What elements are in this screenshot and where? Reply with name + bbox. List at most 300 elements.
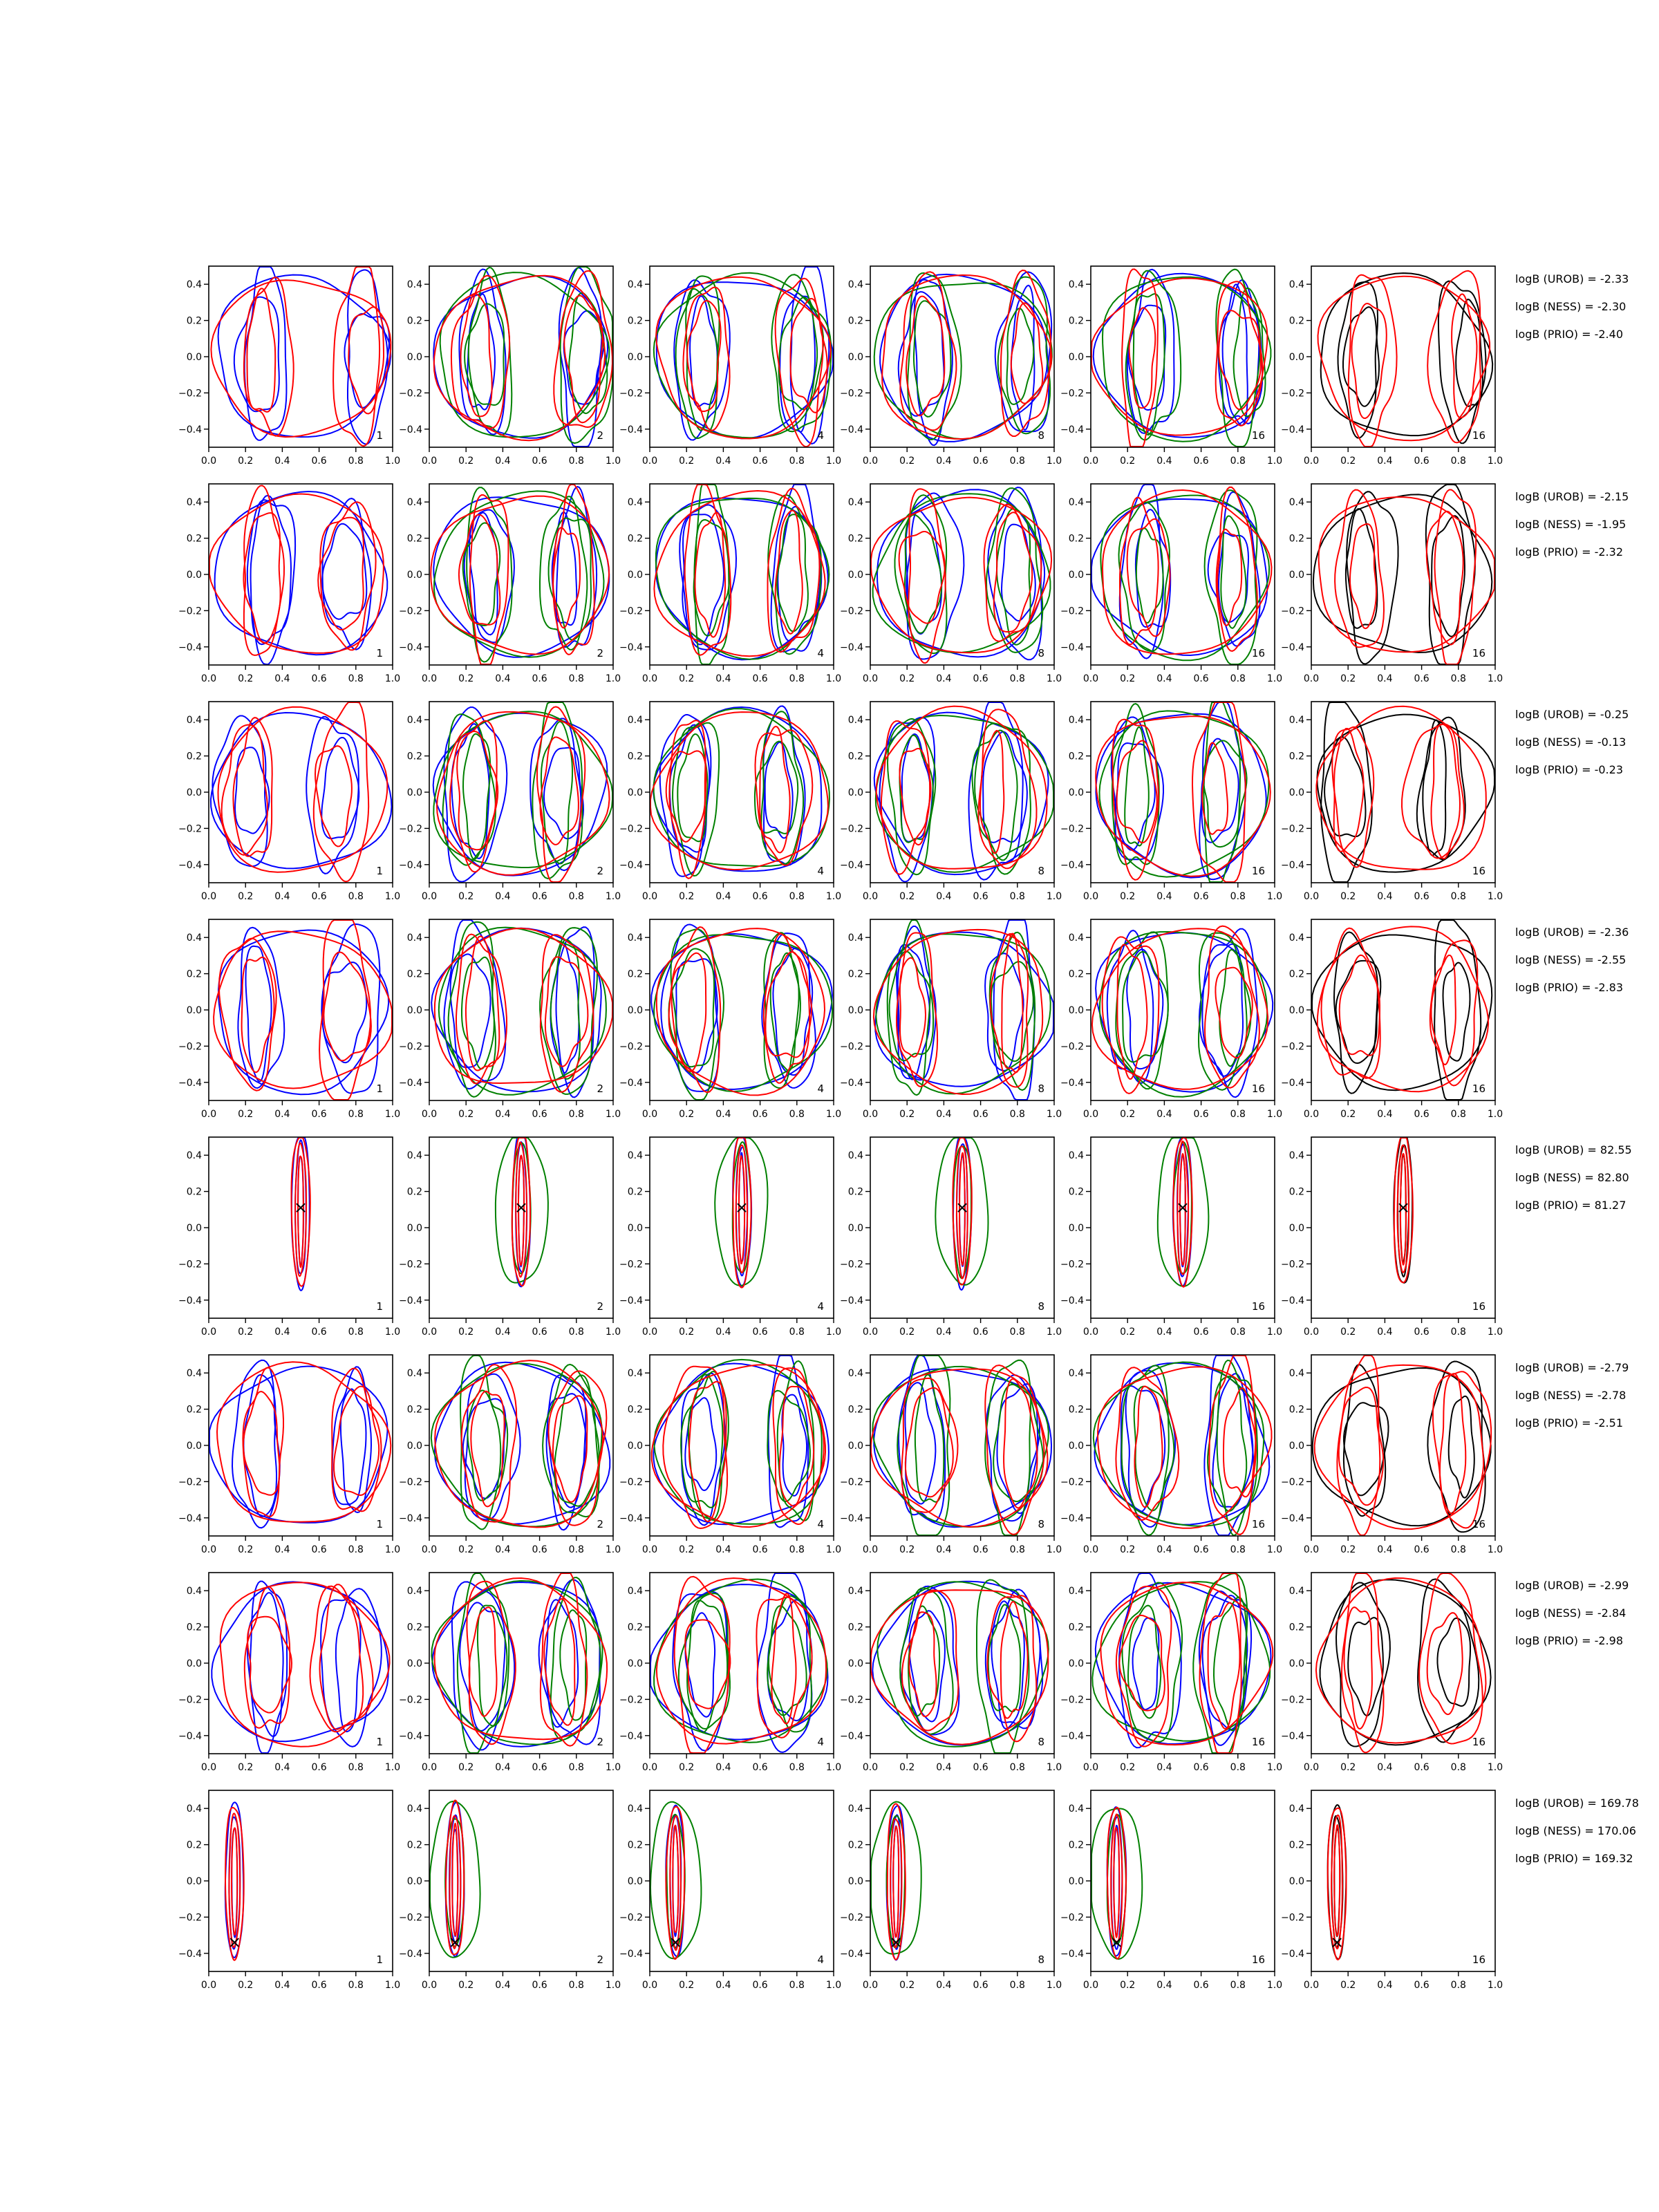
y-tick-label: 0.4	[847, 1150, 863, 1162]
subplot-r6-c1	[178, 1355, 400, 1555]
subplot-r1-c2	[399, 266, 621, 467]
x-tick-label: 0.4	[274, 1109, 290, 1120]
panel-number: 8	[1038, 647, 1044, 659]
x-tick-label: 0.2	[679, 1109, 695, 1120]
y-tick-label: −0.2	[178, 1477, 202, 1488]
y-tick-label: 0.0	[1288, 1005, 1304, 1016]
x-tick-label: 1.0	[825, 1109, 842, 1120]
y-tick-label: −0.4	[1281, 424, 1304, 435]
logb-annotation: logB (PRIO) = -2.32	[1515, 545, 1623, 559]
y-tick-label: −0.2	[399, 388, 422, 400]
x-tick-label: 0.0	[1082, 891, 1099, 902]
contour-prio	[243, 513, 280, 644]
axes-frame	[1311, 266, 1495, 447]
y-tick-label: 0.2	[406, 968, 422, 980]
x-tick-label: 1.0	[1046, 1762, 1062, 1773]
y-tick-label: 0.4	[186, 715, 202, 727]
subplot-r4-c2	[399, 919, 621, 1120]
x-tick-label: 0.8	[568, 1109, 584, 1120]
y-tick-label: −0.2	[619, 1259, 643, 1271]
x-tick-label: 0.0	[862, 1762, 879, 1773]
logb-annotation: logB (UROB) = -2.36	[1515, 926, 1629, 939]
x-tick-label: 1.0	[1487, 891, 1503, 902]
x-tick-label: 0.0	[641, 1327, 658, 1338]
y-tick-label: −0.4	[1060, 1077, 1084, 1089]
y-tick-label: 0.2	[1288, 968, 1304, 980]
contour-urob	[250, 1582, 288, 1753]
x-tick-label: 0.2	[238, 1762, 254, 1773]
contour-ness	[468, 1390, 508, 1500]
x-tick-label: 0.4	[1156, 1980, 1172, 1991]
x-tick-label: 0.4	[274, 891, 290, 902]
subplot-r7-c2	[399, 1573, 621, 1773]
x-tick-label: 0.6	[752, 673, 768, 684]
x-tick-label: 0.2	[899, 1327, 915, 1338]
contour-ness	[458, 1573, 509, 1753]
x-tick-label: 0.0	[862, 673, 879, 684]
panel-number: 2	[597, 865, 603, 877]
x-tick-label: 0.0	[1303, 891, 1320, 902]
x-tick-label: 0.8	[1450, 1980, 1466, 1991]
panel-number: 4	[817, 1082, 824, 1095]
panel-number: 16	[1251, 1736, 1265, 1748]
x-tick-label: 0.6	[311, 891, 327, 902]
x-tick-label: 0.8	[789, 891, 805, 902]
panel-number: 16	[1251, 1953, 1265, 1966]
x-tick-label: 1.0	[384, 1544, 401, 1555]
x-tick-label: 0.0	[641, 673, 658, 684]
x-tick-label: 1.0	[825, 1980, 842, 1991]
x-tick-label: 0.4	[274, 1980, 290, 1991]
x-tick-label: 0.8	[348, 1762, 364, 1773]
y-tick-label: −0.4	[840, 1077, 863, 1089]
x-tick-label: 0.8	[1009, 456, 1025, 467]
x-tick-label: 1.0	[384, 1327, 401, 1338]
subplot-r2-c5	[1060, 484, 1282, 684]
y-tick-label: 0.2	[1068, 315, 1084, 327]
y-tick-label: 0.2	[1288, 1186, 1304, 1198]
panel-number: 4	[817, 865, 824, 877]
y-tick-label: 0.0	[186, 1876, 202, 1887]
y-tick-label: −0.2	[178, 606, 202, 617]
contour-ness	[871, 1802, 921, 1954]
x-tick-label: 0.8	[1230, 1109, 1246, 1120]
x-tick-label: 0.8	[348, 1980, 364, 1991]
x-tick-label: 0.2	[679, 891, 695, 902]
y-tick-label: −0.2	[1060, 1041, 1084, 1053]
x-tick-label: 0.0	[200, 1980, 217, 1991]
x-tick-label: 0.6	[311, 1327, 327, 1338]
x-tick-label: 0.4	[274, 673, 290, 684]
y-tick-label: −0.2	[1060, 606, 1084, 617]
logb-annotation: logB (PRIO) = 169.32	[1515, 1852, 1633, 1865]
y-tick-label: −0.2	[840, 388, 863, 400]
contour-prio	[1427, 271, 1481, 443]
contour-prio	[695, 512, 726, 637]
y-tick-label: −0.4	[399, 424, 422, 435]
x-tick-label: 1.0	[605, 1980, 621, 1991]
logb-annotation: logB (PRIO) = 81.27	[1515, 1199, 1627, 1212]
y-tick-label: 0.0	[186, 352, 202, 363]
y-tick-label: 0.0	[186, 787, 202, 798]
x-tick-label: 0.6	[1414, 891, 1430, 902]
panel-number: 1	[376, 647, 383, 659]
x-tick-label: 0.2	[899, 456, 915, 467]
y-tick-label: 0.2	[406, 1622, 422, 1633]
y-tick-label: −0.2	[619, 606, 643, 617]
y-tick-label: 0.2	[186, 1622, 202, 1633]
y-tick-label: 0.0	[186, 1441, 202, 1452]
contour-urob	[465, 1374, 521, 1520]
x-tick-label: 0.6	[532, 891, 547, 902]
x-tick-label: 0.0	[1303, 1762, 1320, 1773]
x-tick-label: 0.2	[458, 1544, 474, 1555]
x-tick-label: 0.0	[1303, 1109, 1320, 1120]
y-tick-label: 0.4	[1068, 1803, 1084, 1815]
panel-number: 1	[376, 1300, 383, 1313]
x-tick-label: 0.4	[1377, 456, 1393, 467]
contour-urob	[690, 296, 718, 406]
x-tick-label: 0.2	[238, 456, 254, 467]
contour-prio	[452, 1824, 458, 1936]
panel-number: 16	[1472, 1953, 1485, 1966]
logb-annotation: logB (UROB) = -2.99	[1515, 1579, 1629, 1592]
y-tick-label: −0.4	[619, 1295, 643, 1306]
y-tick-label: 0.0	[627, 570, 643, 581]
logb-annotation: logB (UROB) = -2.79	[1515, 1361, 1629, 1374]
y-tick-label: 0.0	[627, 1658, 643, 1669]
x-tick-label: 0.4	[495, 1544, 511, 1555]
x-tick-label: 0.6	[752, 1544, 768, 1555]
contour-prio	[450, 1816, 461, 1949]
x-tick-label: 0.8	[1009, 1544, 1025, 1555]
subplot-r4-c4	[840, 919, 1062, 1120]
x-tick-label: 1.0	[825, 1544, 842, 1555]
subplot-r5-c4	[840, 1137, 1062, 1338]
x-tick-label: 0.6	[1414, 1327, 1430, 1338]
y-tick-label: 0.4	[1068, 1586, 1084, 1597]
x-tick-label: 1.0	[1046, 891, 1062, 902]
x-tick-label: 0.4	[936, 1544, 952, 1555]
y-tick-label: 0.0	[406, 1005, 422, 1016]
contour-prio	[244, 485, 284, 655]
x-tick-label: 0.6	[1414, 1762, 1430, 1773]
y-tick-label: −0.2	[619, 1694, 643, 1706]
x-tick-label: 1.0	[605, 1762, 621, 1773]
panel-number: 1	[376, 1953, 383, 1966]
contour-prio	[663, 1367, 727, 1528]
contour-prio	[553, 485, 594, 655]
y-tick-label: 0.2	[1288, 315, 1304, 327]
x-tick-label: 0.8	[1230, 673, 1246, 684]
y-tick-label: 0.4	[1288, 1150, 1304, 1162]
y-tick-label: 0.0	[1068, 1658, 1084, 1669]
x-tick-label: 0.2	[679, 673, 695, 684]
axes-frame	[870, 1573, 1054, 1754]
x-tick-label: 0.4	[274, 1762, 290, 1773]
contour-urob-outer	[880, 274, 1047, 442]
panel-number: 16	[1472, 1082, 1485, 1095]
x-tick-label: 0.6	[752, 1109, 768, 1120]
x-tick-label: 0.4	[495, 1762, 511, 1773]
x-tick-label: 0.0	[421, 891, 438, 902]
x-tick-label: 0.6	[311, 1762, 327, 1773]
contour-urob	[336, 1598, 361, 1732]
subplot-r3-c4	[840, 702, 1062, 902]
x-tick-label: 0.0	[200, 1762, 217, 1773]
panel-number: 1	[376, 1736, 383, 1748]
x-tick-label: 0.8	[789, 456, 805, 467]
y-tick-label: 0.0	[847, 1876, 863, 1887]
subplot-r3-c1	[178, 702, 400, 902]
x-tick-label: 1.0	[1266, 1544, 1283, 1555]
x-tick-label: 0.6	[311, 1109, 327, 1120]
contour-prio	[314, 702, 368, 881]
y-tick-label: 0.0	[847, 352, 863, 363]
x-tick-label: 0.4	[936, 891, 952, 902]
contour-ref	[1438, 281, 1486, 444]
x-tick-label: 0.4	[936, 1109, 952, 1120]
contour-urob-outer	[877, 489, 1044, 657]
x-tick-label: 0.4	[274, 456, 290, 467]
y-tick-label: −0.2	[178, 1694, 202, 1706]
x-tick-label: 1.0	[1046, 1544, 1062, 1555]
y-tick-label: 0.4	[1288, 279, 1304, 291]
y-tick-label: 0.4	[406, 279, 422, 291]
panel-number: 1	[376, 429, 383, 442]
y-tick-label: 0.0	[1288, 1441, 1304, 1452]
x-tick-label: 0.8	[1450, 1109, 1466, 1120]
subplot-r8-c5	[1060, 1790, 1282, 1991]
y-tick-label: 0.0	[847, 787, 863, 798]
y-tick-label: −0.4	[178, 641, 202, 653]
contour-prio	[469, 1607, 497, 1716]
y-tick-label: 0.2	[1288, 1404, 1304, 1416]
x-tick-label: 0.4	[715, 1980, 731, 1991]
logb-annotation: logB (PRIO) = -0.23	[1515, 763, 1623, 776]
y-tick-label: 0.0	[406, 1658, 422, 1669]
y-tick-label: −0.4	[1060, 1512, 1084, 1524]
y-tick-label: 0.4	[406, 497, 422, 509]
y-tick-label: −0.4	[619, 641, 643, 653]
y-tick-label: 0.2	[847, 315, 863, 327]
contour-ref-outer	[1321, 273, 1493, 435]
x-tick-label: 0.0	[862, 1109, 879, 1120]
y-tick-label: −0.4	[399, 1730, 422, 1742]
x-tick-label: 1.0	[1266, 891, 1283, 902]
y-tick-label: −0.4	[840, 1730, 863, 1742]
x-tick-label: 0.0	[200, 891, 217, 902]
y-tick-label: −0.4	[1281, 1730, 1304, 1742]
x-tick-label: 1.0	[605, 673, 621, 684]
panel-number: 16	[1472, 1300, 1485, 1313]
y-tick-label: −0.4	[619, 424, 643, 435]
x-tick-label: 0.0	[1303, 1327, 1320, 1338]
x-tick-label: 0.4	[1156, 456, 1172, 467]
x-tick-label: 0.4	[274, 1327, 290, 1338]
panel-number: 8	[1038, 429, 1044, 442]
axes-frame	[429, 702, 613, 883]
y-tick-label: −0.2	[840, 823, 863, 835]
y-tick-label: 0.4	[186, 1586, 202, 1597]
panel-number: 2	[597, 1300, 603, 1313]
contour-prio	[333, 267, 379, 446]
panel-number: 4	[817, 1953, 824, 1966]
y-tick-label: 0.2	[627, 968, 643, 980]
contour-ref	[1426, 485, 1475, 664]
y-tick-label: 0.4	[1068, 715, 1084, 727]
x-tick-label: 0.8	[789, 1327, 805, 1338]
y-tick-label: −0.4	[840, 424, 863, 435]
y-tick-label: −0.4	[619, 859, 643, 871]
x-tick-label: 0.6	[752, 891, 768, 902]
panel-number: 1	[376, 1518, 383, 1530]
x-tick-label: 1.0	[605, 456, 621, 467]
x-tick-label: 0.0	[421, 1544, 438, 1555]
x-tick-label: 0.2	[1120, 1327, 1136, 1338]
y-tick-label: 0.0	[406, 787, 422, 798]
y-tick-label: 0.4	[627, 932, 643, 944]
x-tick-label: 0.0	[1082, 1109, 1099, 1120]
logb-annotation: logB (PRIO) = -2.40	[1515, 328, 1623, 341]
x-tick-label: 0.6	[311, 1544, 327, 1555]
y-tick-label: 0.2	[406, 1839, 422, 1851]
panel-number: 2	[597, 1082, 603, 1095]
y-tick-label: −0.4	[619, 1077, 643, 1089]
contour-prio	[247, 1617, 292, 1713]
y-tick-label: 0.2	[847, 533, 863, 545]
y-tick-label: −0.2	[399, 1912, 422, 1924]
y-tick-label: 0.4	[1068, 497, 1084, 509]
panel-number: 4	[817, 647, 824, 659]
contour-prio	[900, 958, 926, 1057]
subplot-r6-c4	[840, 1355, 1062, 1555]
x-tick-label: 1.0	[384, 1762, 401, 1773]
x-tick-label: 1.0	[1487, 1109, 1503, 1120]
x-tick-label: 0.8	[1450, 891, 1466, 902]
logb-annotation: logB (NESS) = -2.78	[1515, 1389, 1627, 1402]
y-tick-label: 0.2	[1068, 968, 1084, 980]
panel-number: 8	[1038, 1082, 1044, 1095]
x-tick-label: 0.8	[348, 673, 364, 684]
logb-annotation: logB (UROB) = -0.25	[1515, 708, 1629, 721]
x-tick-label: 0.0	[1303, 673, 1320, 684]
subplot-r4-c5	[1060, 919, 1282, 1120]
x-tick-label: 0.2	[1120, 1544, 1136, 1555]
subplot-r2-c1	[178, 484, 400, 684]
x-tick-label: 0.4	[495, 673, 511, 684]
x-tick-label: 0.8	[1450, 1762, 1466, 1773]
subplot-r1-c4	[840, 266, 1062, 467]
panel-number: 8	[1038, 1518, 1044, 1530]
y-tick-label: −0.4	[840, 1948, 863, 1960]
x-tick-label: 1.0	[1046, 673, 1062, 684]
x-tick-label: 0.8	[1009, 1109, 1025, 1120]
y-tick-label: 0.2	[1068, 1622, 1084, 1633]
x-tick-label: 0.0	[1082, 1327, 1099, 1338]
x-tick-label: 0.6	[752, 1762, 768, 1773]
y-tick-label: 0.0	[847, 1658, 863, 1669]
x-tick-label: 0.2	[458, 673, 474, 684]
x-tick-label: 0.2	[238, 1109, 254, 1120]
subplot-r1-c1	[178, 266, 400, 467]
x-tick-label: 0.6	[532, 1327, 547, 1338]
subplot-r6-c6	[1281, 1355, 1503, 1555]
y-tick-label: 0.4	[406, 1368, 422, 1380]
x-tick-label: 1.0	[1487, 1544, 1503, 1555]
x-tick-label: 0.0	[421, 1327, 438, 1338]
x-tick-label: 0.4	[715, 673, 731, 684]
y-tick-label: −0.4	[619, 1948, 643, 1960]
x-tick-label: 0.8	[1450, 1544, 1466, 1555]
subplot-r2-c6	[1281, 484, 1503, 684]
contour-prio	[1352, 303, 1387, 418]
y-tick-label: 0.0	[186, 1223, 202, 1234]
contour-prio	[229, 1813, 240, 1947]
contour-prio	[1349, 275, 1397, 447]
x-tick-label: 0.0	[200, 456, 217, 467]
x-tick-label: 0.2	[1120, 1109, 1136, 1120]
contour-urob	[321, 738, 359, 838]
axes-frame	[209, 919, 393, 1100]
x-tick-label: 0.4	[1377, 1109, 1393, 1120]
y-tick-label: −0.2	[178, 388, 202, 400]
y-tick-label: 0.0	[1288, 1876, 1304, 1887]
subplot-r2-c2	[399, 484, 621, 684]
subplot-r7-c5	[1060, 1573, 1282, 1773]
y-tick-label: 0.0	[1068, 1005, 1084, 1016]
x-tick-label: 0.8	[348, 1109, 364, 1120]
subplot-r2-c4	[840, 484, 1062, 684]
x-tick-label: 0.8	[348, 456, 364, 467]
x-tick-label: 0.0	[1303, 1980, 1320, 1991]
y-tick-label: −0.2	[619, 1912, 643, 1924]
y-tick-label: 0.0	[847, 1441, 863, 1452]
subplot-r5-c2	[399, 1137, 621, 1338]
x-tick-label: 0.2	[1120, 456, 1136, 467]
logb-annotation: logB (UROB) = -2.15	[1515, 490, 1629, 503]
x-tick-label: 1.0	[605, 1544, 621, 1555]
x-tick-label: 1.0	[384, 1109, 401, 1120]
x-tick-label: 0.8	[568, 456, 584, 467]
x-tick-label: 0.2	[1120, 673, 1136, 684]
x-tick-label: 0.2	[899, 1109, 915, 1120]
x-tick-label: 0.4	[1156, 1109, 1172, 1120]
x-tick-label: 0.6	[752, 1327, 768, 1338]
x-tick-label: 0.6	[311, 1980, 327, 1991]
x-tick-label: 0.0	[641, 1980, 658, 1991]
logb-annotation: logB (NESS) = -2.55	[1515, 953, 1627, 966]
y-tick-label: 0.0	[1068, 1876, 1084, 1887]
y-tick-label: −0.4	[1281, 1948, 1304, 1960]
y-tick-label: −0.2	[1281, 1259, 1304, 1271]
x-tick-label: 1.0	[1266, 673, 1283, 684]
x-tick-label: 0.6	[1193, 1109, 1209, 1120]
y-tick-label: −0.2	[1060, 1694, 1084, 1706]
x-tick-label: 0.2	[679, 1762, 695, 1773]
x-tick-label: 0.8	[1450, 1327, 1466, 1338]
axes-frame	[1311, 484, 1495, 665]
contour-prio	[906, 297, 944, 416]
x-tick-label: 0.0	[421, 1109, 438, 1120]
x-tick-label: 0.6	[1193, 1327, 1209, 1338]
y-tick-label: 0.4	[186, 1368, 202, 1380]
y-tick-label: −0.4	[178, 1295, 202, 1306]
contour-prio	[1430, 955, 1456, 1065]
x-tick-label: 0.6	[1414, 1109, 1430, 1120]
x-tick-label: 0.4	[715, 891, 731, 902]
logb-annotation: logB (NESS) = 170.06	[1515, 1824, 1636, 1837]
